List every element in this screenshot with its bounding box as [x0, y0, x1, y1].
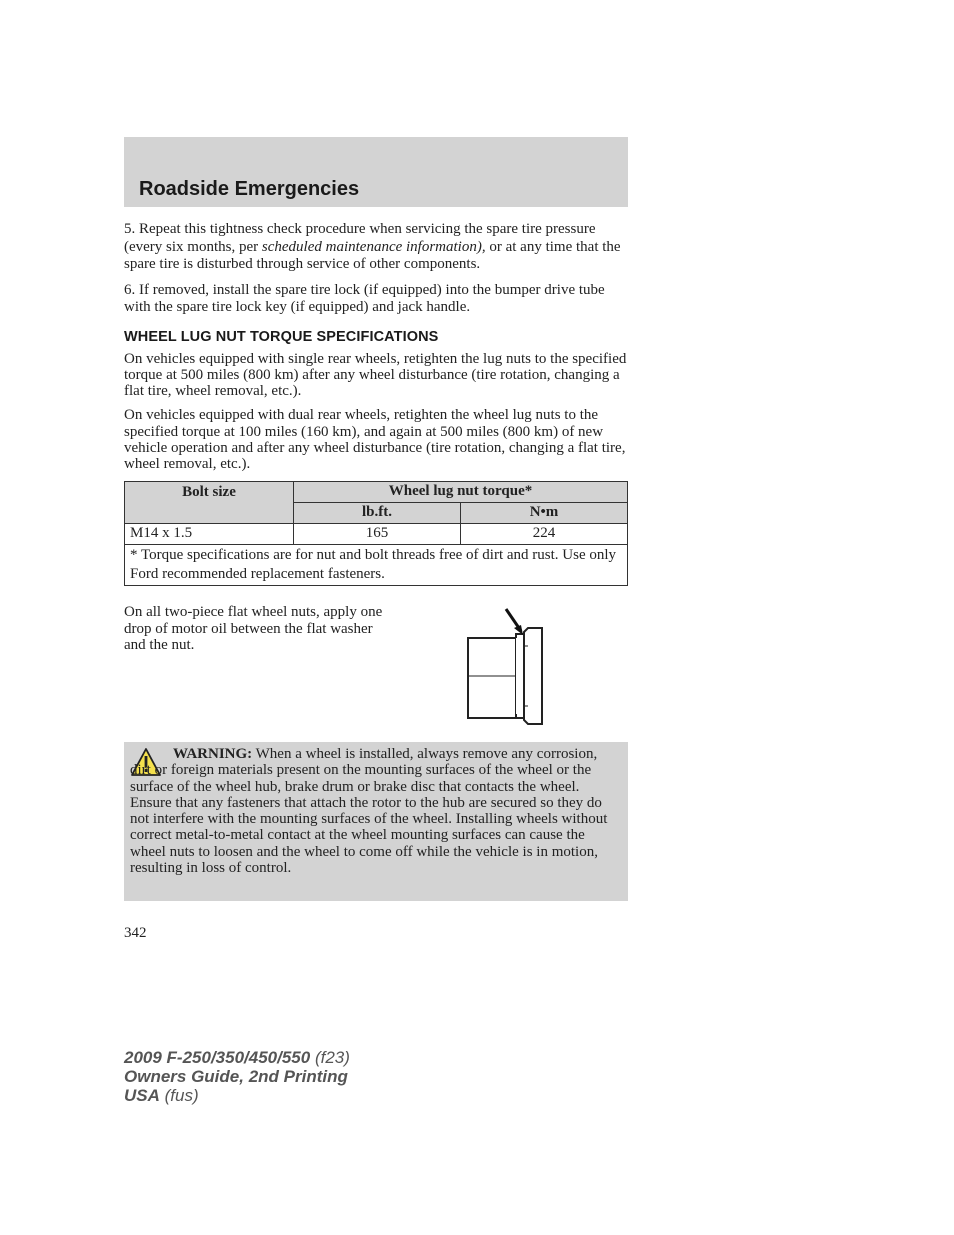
dual-rear-wheel-paragraph: On vehicles equipped with dual rear wheels, retighten the wheel lug nuts to the specified torque at 100 miles (160 km), and again at 500 miles (800 km) of new vehicle operation and after any wheel disturbance (tire rotation, changing a flat tire, wheel removal, etc.).: [124, 407, 626, 473]
table-footnote: * Torque specifications are for nut and bolt threads free of dirt and rust. Use only Ford recommended replacement fasteners.: [125, 544, 628, 585]
cell-bolt: M14 x 1.5: [125, 523, 294, 544]
torque-table: [124, 481, 628, 586]
maintenance-reference: scheduled maintenance information),: [261, 238, 486, 255]
wheel-nut-icon: [466, 606, 548, 728]
cell-lbft: 165: [294, 523, 461, 544]
step-5-text-a: 5. Repeat this tightness check procedure when servicing the spare tire pressure (every six months, per: [124, 221, 596, 255]
warning-box: [124, 742, 628, 901]
warning-text: [130, 746, 618, 876]
footer-region-code: (fus): [159, 1086, 199, 1105]
footer-region: USA: [124, 1086, 160, 1105]
step-6-paragraph: 6. If removed, install the spare tire lock (if equipped) into the bumper drive tube with the spare tire lock key (if equipped) and jack handle.: [124, 281, 605, 315]
header-bolt-size: Bolt size: [125, 481, 294, 523]
footer-model-code: (f23): [310, 1048, 350, 1067]
header-lbft: lb.ft.: [294, 502, 461, 523]
footer-edition: Owners Guide, 2nd Printing: [124, 1067, 348, 1086]
main-content: [124, 221, 628, 586]
warning-label: WARNING:: [173, 746, 253, 762]
header-nm: N•m: [461, 502, 628, 523]
table-row: [125, 523, 628, 544]
wheel-nut-illustration: [466, 606, 548, 733]
cell-nm: 224: [461, 523, 628, 544]
page-title: Roadside Emergencies: [139, 178, 360, 200]
flat-wheel-nut-note: On all two-piece flat wheel nuts, apply one drop of motor oil between the flat washer and the nut.: [124, 604, 383, 653]
footer-model: 2009 F-250/350/450/550: [124, 1048, 311, 1067]
single-rear-wheel-paragraph: On vehicles equipped with single rear wheels, retighten the lug nuts to the specified torque at 500 miles (800 km) after any wheel disturbance (tire rotation, changing a flat tire, wheel removal, etc.).: [124, 350, 627, 400]
step-5-paragraph: [124, 221, 628, 274]
section-heading: WHEEL LUG NUT TORQUE SPECIFICATIONS: [124, 328, 439, 345]
page-number: 342: [124, 925, 147, 941]
header-lug-nut-torque: Wheel lug nut torque*: [294, 481, 628, 502]
step-5-text-b: or at any time that the spare tire is disturbed through service of other components.: [124, 238, 621, 272]
section-header: [124, 137, 628, 207]
document-footer: [124, 1048, 350, 1105]
warning-body: When a wheel is installed, always remove any corrosion, dirt or foreign materials present on the mounting surfaces of the wheel or the surface of the wheel hub, brake drum or brake disc that contacts the wheel. Ensure that any fasteners that attach the rotor to the hub are secured so they do not interfere with the mounting surfaces of the wheel. Installing wheels without correct metal-to-metal contact at the wheel mounting surfaces can cause the wheel nuts to loosen and the wheel to come off while the vehicle is in motion, resulting in loss of control.: [130, 746, 608, 877]
